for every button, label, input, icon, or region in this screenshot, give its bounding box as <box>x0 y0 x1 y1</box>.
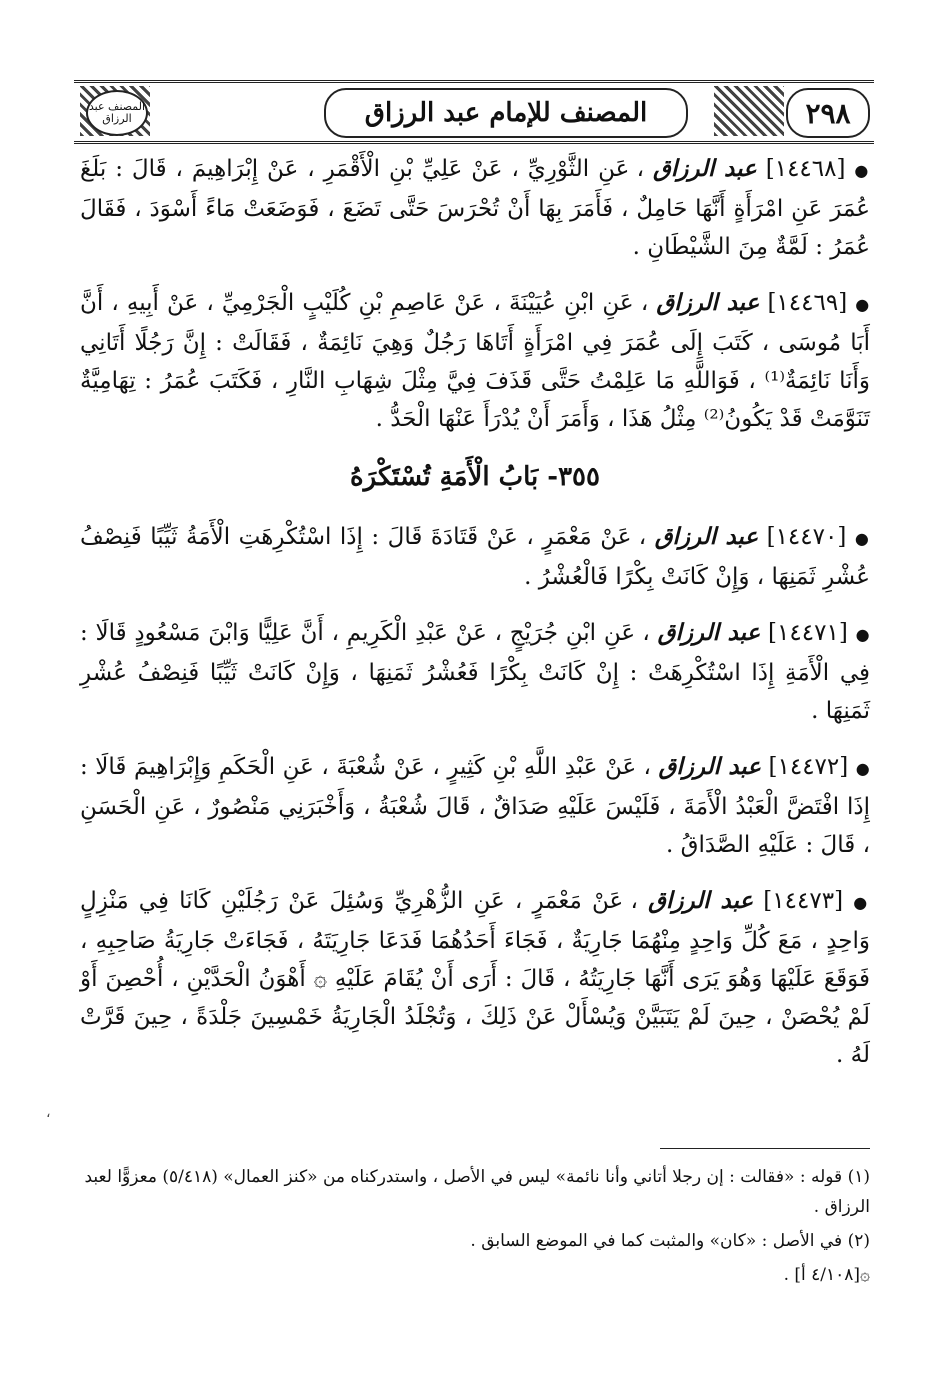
hadith-text: ، عَنِ ابْنِ جُرَيْجٍ ، عَنْ عَبْدِ الْكَرِيمِ ، أَنَّ عَلِيًّا وَابْنَ مَسْعُودٍ قَالَا : فِي الْأَمَةِ إِذَا اسْتُكْرِهَتْ : إِنْ كَانَتْ بِكْرًا فَعُشْرُ ثَمَنِهَا ، وَإِنْ كَانَتْ ثَيِّبًا فَنِصْفُ عُشْرِ ثَمَنِهَا . <box>80 620 870 724</box>
hadith-number: [١٤٤٧١] <box>768 620 848 646</box>
hadith-author: عبد الرزاق <box>648 887 754 914</box>
hadith-author: عبد الرزاق <box>652 155 757 182</box>
footnote-divider <box>660 1148 870 1149</box>
footnote: (١) قوله : «فقالت : إن رجلا أتاني وأنا نائمة» ليس في الأصل ، واستدركناه من «كنز العمال» (٥/٤١٨) معزوًّا لعبد الرزاق . <box>84 1167 870 1217</box>
hadith-number: [١٤٤٦٩] <box>767 290 848 316</box>
footnotes <box>80 1162 870 1294</box>
running-title-text: المصنف للإمام عبد الرزاق <box>364 98 648 128</box>
main-text <box>80 150 870 1092</box>
hadith-text: ، عَنْ عَبْدِ اللَّهِ بْنِ كَثِيرٍ ، عَنْ شُعْبَةَ ، عَنِ الْحَكَمِ وَإِبْرَاهِيمَ قَالَا : إِذَا افْتَضَّ الْعَبْدُ الْأَمَةَ ، فَلَيْسَ عَلَيْهِ صَدَاقٌ ، قَالَ شُعْبَةُ ، وَأَخْبَرَنِي مَنْصُورٌ ، عَنِ الْحَسَنِ ، قَالَ : عَلَيْهِ الصَّدَاقُ . <box>80 754 870 858</box>
bullet-icon: ● <box>855 295 871 314</box>
hadith-entry <box>80 614 870 730</box>
hadith-entry <box>80 284 870 438</box>
hadith-entry <box>80 518 870 596</box>
hadith-number: [١٤٤٧٣] <box>763 888 844 914</box>
running-title <box>324 88 688 138</box>
footnote: (٢) في الأصل : «كان» والمثبت كما في الموضع السابق . <box>470 1231 870 1251</box>
hadith-author: عبد الرزاق <box>658 753 761 780</box>
bullet-icon: ● <box>854 529 871 548</box>
hadith-entry <box>80 748 870 864</box>
hadith-author: عبد الرزاق <box>654 523 759 550</box>
bullet-icon: ● <box>855 759 870 778</box>
book-emblem-text: المصنف عبد الرزاق <box>88 100 146 125</box>
hadith-text: ، عَنِ الثَّوْرِيِّ ، عَنْ عَلِيِّ بْنِ الْأَقْمَرِ ، عَنْ إِبْرَاهِيمَ ، قَالَ : بَلَغَ عُمَرَ عَنِ امْرَأَةٍ أَنَّهَا حَامِلٌ ، فَأَمَرَ بِهَا أَنْ تُحْرَسَ حَتَّى تَضَعَ ، فَوَضَعَتْ مَاءً أَسْوَدَ ، فَقَالَ عُمَرُ : لَمَّةٌ مِنَ الشَّيْطَانِ . <box>80 156 870 260</box>
chapter-heading: ٣٥٥- بَابُ الْأَمَةِ تُسْتَكْرَهُ <box>349 462 600 492</box>
ornament-right <box>714 86 784 136</box>
hadith-text: ، عَنْ مَعْمَرٍ ، عَنْ قَتَادَةَ قَالَ : إِذَا اسْتُكْرِهَتِ الْأَمَةُ ثَيِّبًا فَنِصْفُ عُشْرِ ثَمَنِهَا ، وَإِنْ كَانَتْ بِكْرًا فَالْعُشْرُ . <box>80 524 870 590</box>
hadith-text: ، عَنِ ابْنِ عُيَيْنَةَ ، عَنْ عَاصِمِ بْنِ كُلَيْبٍ الْجَرْمِيِّ ، عَنْ أَبِيهِ ، أَنَّ أَبَا مُوسَى ، كَتَبَ إِلَى عُمَرَ فِي امْرَأَةٍ أَتَاهَا رَجُلٌ وَهِيَ نَائِمَةٌ ، فَقَالَتْ : إِنَّ رَجُلًا أَتَانِي وَأَنَا نَائِمَةٌ⁽¹⁾ ، فَوَاللَّهِ مَا عَلِمْتُ حَتَّى قَذَفَ فِيَّ مِثْلَ شِهَابِ النَّارِ ، فَكَتَبَ عُمَرُ : تِهَامِيَّةٌ تَنَوَّمَتْ قَدْ يَكُونُ⁽²⁾ مِثْلُ هَذَا ، وَأَمَرَ أَنْ يُدْرَأَ عَنْهَا الْحَدُّ . <box>80 290 871 432</box>
hadith-entry <box>80 150 870 266</box>
hadith-number: [١٤٤٦٨] <box>765 156 846 182</box>
bullet-icon: ● <box>853 893 871 912</box>
hadith-number: [١٤٤٧٠] <box>766 524 847 550</box>
hadith-entry <box>80 882 870 1074</box>
hadith-author: عبد الرزاق <box>656 289 760 316</box>
margin-mark: ، <box>46 1105 51 1121</box>
page-number <box>786 88 870 138</box>
page-header <box>74 80 874 144</box>
hadith-author: عبد الرزاق <box>657 619 761 646</box>
bullet-icon: ● <box>854 161 871 180</box>
page-number-text: ٢٩٨ <box>805 96 851 130</box>
footnote: ۞[٤/١٠٨ أ] . <box>783 1265 870 1285</box>
hadith-text: ، عَنْ مَعْمَرٍ ، عَنِ الزُّهْرِيِّ وَسُئِلَ عَنْ رَجُلَيْنِ كَانَا فِي مَنْزِلٍ وَاحِدٍ ، مَعَ كُلِّ وَاحِدٍ مِنْهُمَا جَارِيَةٌ ، فَجَاءَ أَحَدُهُمَا فَدَعَا جَارِيَتَهُ ، فَجَاءَتْ جَارِيَةُ صَاحِبِهِ ، فَوَقَعَ عَلَيْهَا وَهُوَ يَرَى أَنَّهَا جَارِيَتُهُ ، قَالَ : أَرَى أَنْ يُقَامَ عَلَيْهِ ۞ أَهْوَنُ الْحَدَّيْنِ ، أُحْصِنَ أَوْ لَمْ يُحْصَنْ ، حِينَ لَمْ يَتَبَيَّنْ وَيُسْأَلْ عَنْ ذَلِكَ ، وَتُجْلَدُ الْجَارِيَةُ خَمْسِينَ جَلْدَةً ، حِينَ قَرَّتْ لَهُ . <box>80 888 870 1068</box>
book-emblem <box>86 90 148 136</box>
hadith-number: [١٤٤٧٢] <box>768 754 849 780</box>
bullet-icon: ● <box>855 625 871 644</box>
